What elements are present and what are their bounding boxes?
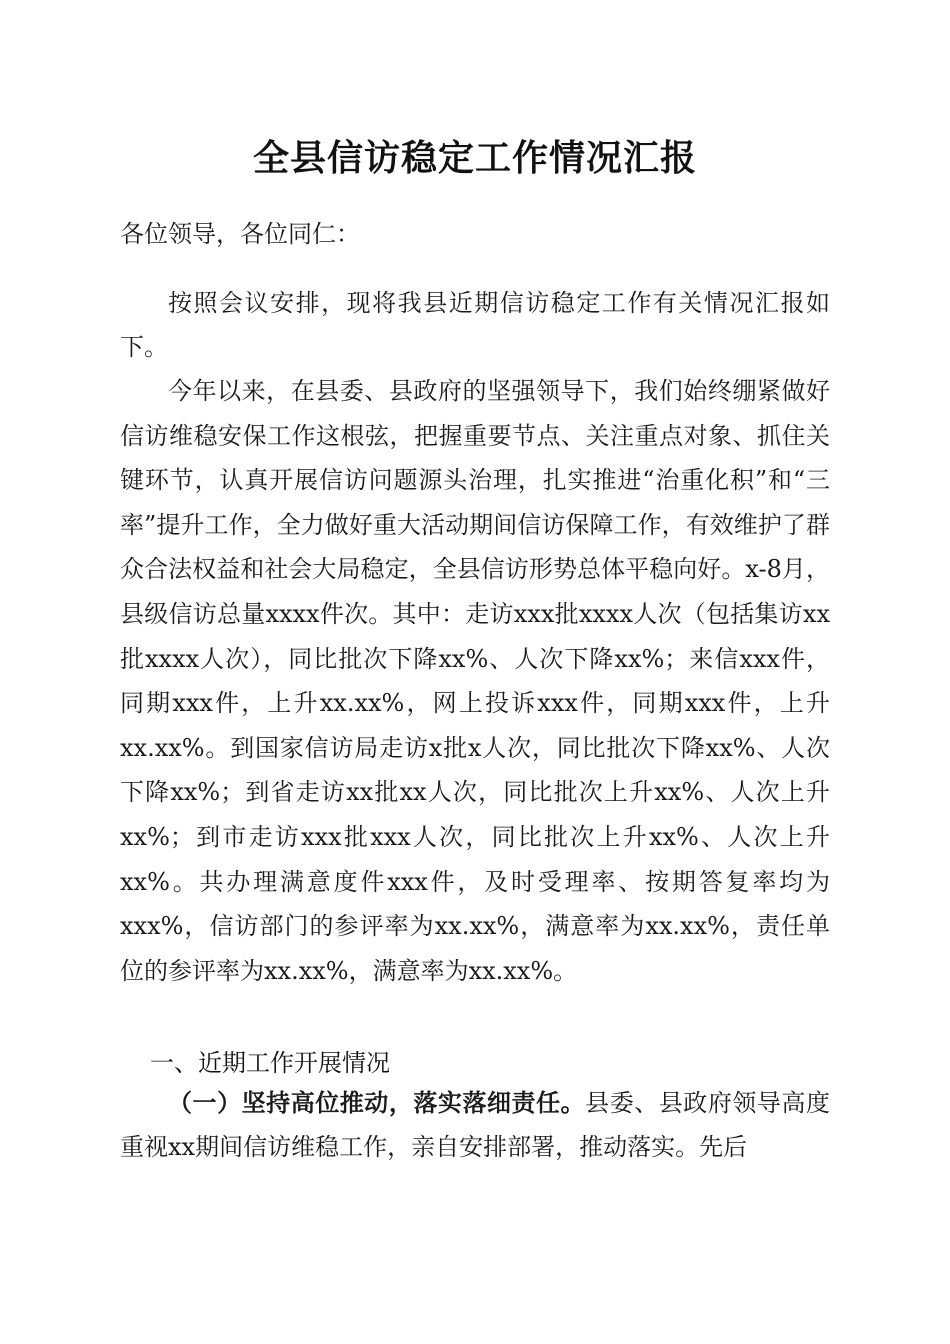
- section-heading-1: 一、近期工作开展情况: [150, 1049, 390, 1077]
- intro-paragraph: 按照会议安排，现将我县近期信访稳定工作有关情况汇报如下。: [120, 289, 830, 361]
- overview-paragraph: 今年以来，在县委、县政府的坚强领导下，我们始终绷紧做好信访维稳安保工作这根弦，把握重要节点、关注重点对象、抓住关键环节，认真开展信访问题源头治理，扎实推进“治重化积”和“三率”提升工作，全力做好重大活动期间信访保障工作，有效维护了群众合法权益和社会大局稳定，全县信访形势总体平稳向好。x-8月，县级信访总量xxxx件次。其中：走访xxx批xxxx人次（包括集访xx批xxxx人次），同比批次下降xx%、人次下降xx%；来信xxx件，同期xxx件，上升xx.xx%，网上投诉xxx件，同期xxx件，上升xx.xx%。到国家信访局走访x批x人次，同比批次下降xx%、人次下降xx%；到省走访xx批xx人次，同比批次上升xx%、人次上升xx%；到市走访xxx批xxx人次，同比批次上升xx%、人次上升xx%。共办理满意度件xxx件，及时受理率、按期答复率均为xxx%，信访部门的参评率为xx.xx%，满意率为xx.xx%，责任单位的参评率为xx.xx%，满意率为xx.xx%。: [120, 377, 830, 985]
- section1-paragraph-lead: （一）坚持高位推动，落实落细责任。: [168, 1088, 586, 1117]
- section1-paragraph-text: 县委、县政府领导高度重视xx期间信访维稳工作，亲自安排部署，推动落实。先后: [120, 1089, 831, 1161]
- section1-paragraph: [120, 1081, 830, 1169]
- document-title: 全县信访稳定工作情况汇报: [252, 137, 697, 179]
- salutation: 各位领导，各位同仁：: [120, 220, 360, 248]
